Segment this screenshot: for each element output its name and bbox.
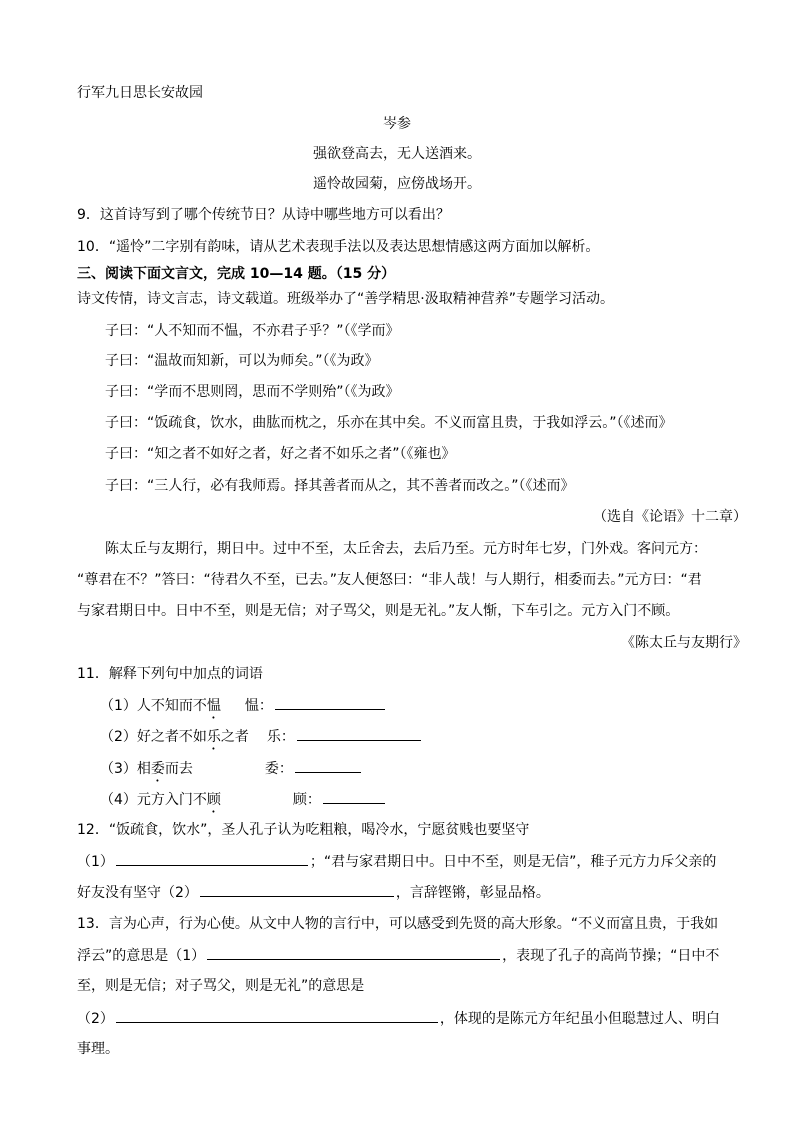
chen-passage-line-2: “尊君在不？”答曰：“待君久不至，已去。”友人便怒曰：“非人哉！与人期行，相委而去。”元方曰：“君: [77, 572, 702, 588]
q11-item-num: （2）: [100, 729, 137, 745]
question-13-line-3: 至，则是无信；对子骂父，则是无礼”的意思是: [77, 978, 365, 994]
q12-label-2: 好友没有坚守（2）: [77, 885, 198, 901]
poem-line-2: 遥怜故园菊，应傍战场开。: [313, 176, 481, 192]
answer-blank[interactable]: [116, 852, 308, 866]
question-13-line-5: 事理。: [77, 1041, 119, 1057]
q11-item-text: 元方入门不: [136, 792, 207, 808]
lunyu-quote-4: 子曰：“饭疏食，饮水，曲肱而枕之，乐亦在其中矣。不义而富且贵，于我如浮云。”（《述而》: [105, 415, 673, 431]
q11-item-text: 之者: [220, 729, 249, 745]
answer-blank[interactable]: [323, 790, 385, 804]
q13-text: ，表现了孔子的高尚节操；“日中不: [502, 948, 720, 964]
q11-item-3: [100, 759, 363, 785]
question-13-line-1: 13．言为心声，行为心使。从文中人物的言行中，可以感受到先贤的高大形象。“不义而富且贵，于我如: [77, 916, 719, 932]
q11-dotted-word: 顾: [206, 792, 221, 808]
answer-blank[interactable]: [295, 759, 361, 773]
chen-passage-source: 《陈太丘与友期行》: [621, 635, 747, 651]
lunyu-quote-6: 子曰：“三人行，必有我师焉。择其善者而从之，其不善者而改之。”（《述而》: [105, 478, 575, 494]
chen-passage-line-3: 与家君期日中。日中不至，则是无信；对子骂父，则是无礼。”友人惭，下车引之。元方入门不顾。: [77, 603, 680, 619]
q11-item-text: 而去: [164, 761, 193, 777]
question-12-line-1: 12．“饭疏食，饮水”，圣人孔子认为吃粗粮，喝冷水，宁愿贫贱也要坚守: [77, 822, 530, 838]
q13-text: 浮云”的意思是（1）: [77, 948, 206, 964]
answer-blank[interactable]: [297, 727, 421, 741]
question-12-line-2: [77, 852, 716, 871]
question-13-line-4: [77, 1009, 720, 1028]
answer-blank[interactable]: [207, 946, 500, 960]
poem-author: 岑参: [383, 116, 411, 132]
q11-dotted-word: 委: [150, 761, 165, 777]
answer-blank[interactable]: [116, 1009, 438, 1023]
lunyu-quote-2: 子曰：“温故而知新，可以为师矣。”（《为政》: [105, 353, 379, 369]
section-intro: 诗文传情，诗文言志，诗文载道。班级举办了“善学精思·汲取精神营养”专题学习活动。: [77, 291, 614, 307]
q11-item-4: [100, 790, 387, 816]
q11-item-2: [100, 727, 423, 753]
section-heading: 三、阅读下面文言文，完成 10—14 题。（15 分）: [77, 266, 396, 282]
q11-item-label: 乐：: [266, 729, 295, 745]
question-10: 10．“遥怜”二字别有韵味，请从艺术表现手法以及表达思想情感这两方面加以解析。: [77, 239, 600, 255]
question-11-stem: 11．解释下列句中加点的词语: [77, 666, 263, 682]
q12-text: ，言辞铿锵，彰显品格。: [395, 885, 550, 901]
q11-item-num: （1）: [100, 698, 137, 714]
q11-item-num: （3）: [100, 761, 137, 777]
question-12-line-3: [77, 883, 550, 902]
q11-item-text: 相: [136, 761, 151, 777]
q11-item-num: （4）: [100, 792, 137, 808]
q13-label-2: （2）: [77, 1011, 114, 1027]
q11-item-text: 好之者不如: [136, 729, 207, 745]
q12-text: ；“君与家君期日中。日中不至，则是无信”，稚子元方力斥父亲的: [309, 854, 717, 870]
lunyu-quote-3: 子曰：“学而不思则罔，思而不学则殆”（《为政》: [105, 384, 400, 400]
q13-text: ，体现的是陈元方年纪虽小但聪慧过人、明白: [439, 1011, 720, 1027]
lunyu-quote-5: 子曰：“知之者不如好之者，好之者不如乐之者”（《雍也》: [105, 446, 456, 462]
q11-item-label: 委：: [264, 761, 293, 777]
lunyu-source: （选自《论语》十二章）: [593, 509, 747, 525]
q11-dotted-word: 愠: [206, 698, 221, 714]
chen-passage-line-1: 陈太丘与友期行，期日中。过中不至，太丘舍去，去后乃至。元方时年七岁，门外戏。客问元方：: [105, 541, 707, 557]
q11-item-label: 顾：: [292, 792, 321, 808]
question-13-line-2: [77, 946, 719, 965]
q11-dotted-word: 乐: [206, 729, 221, 745]
question-9: 9．这首诗写到了哪个传统节日？从诗中哪些地方可以看出？: [77, 207, 450, 223]
answer-blank[interactable]: [275, 696, 385, 710]
q11-item-text: 人不知而不: [136, 698, 207, 714]
q12-label-1: （1）: [77, 854, 114, 870]
q11-item-label: 愠：: [244, 698, 273, 714]
q11-item-1: [100, 696, 387, 722]
poem-line-1: 强欲登高去，无人送酒来。: [313, 146, 481, 162]
poem-title: 行军九日思长安故园: [77, 85, 203, 101]
lunyu-quote-1: 子曰：“人不知而不愠，不亦君子乎？”（《学而》: [105, 323, 400, 339]
answer-blank[interactable]: [200, 883, 394, 897]
